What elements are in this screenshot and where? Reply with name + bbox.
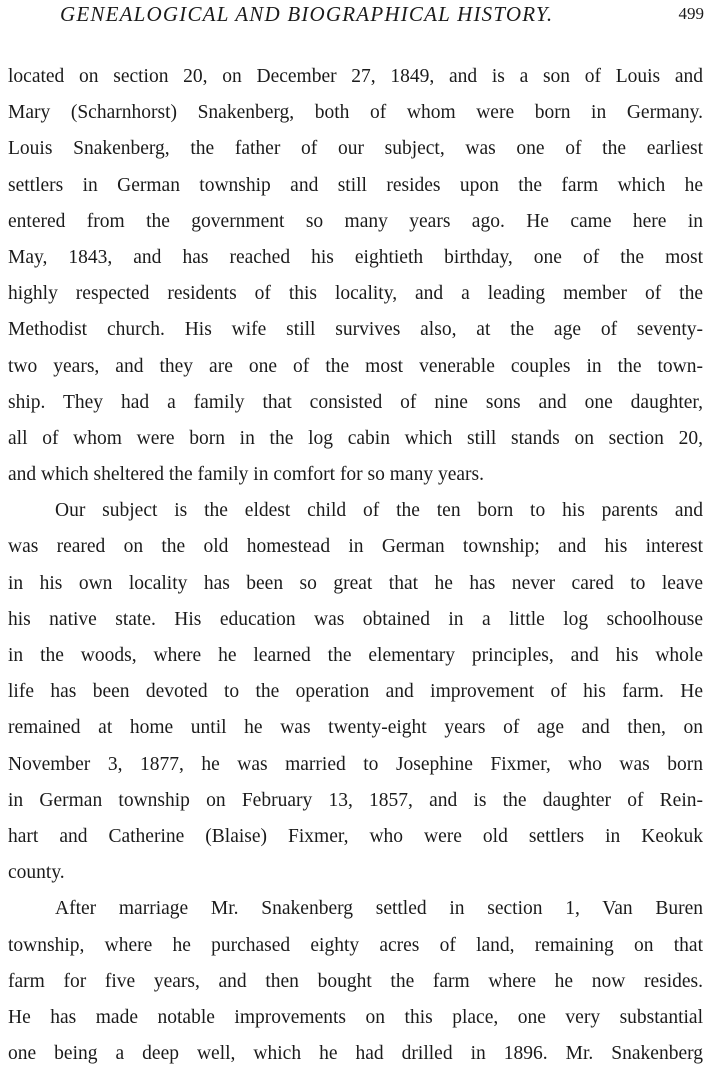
text-line: and which sheltered the family in comfort for so many years. xyxy=(8,464,484,486)
text-line: hart and Catherine (Blaise) Fixmer, who were old settlers in Keokuk xyxy=(8,825,703,847)
text-line: ship. They had a family that consisted of nine sons and one daughter, xyxy=(8,391,703,413)
text-line: two years, and they are one of the most venerable couples in the town- xyxy=(8,355,703,377)
text-line: After marriage Mr. Snakenberg settled in section 1, Van Buren xyxy=(55,898,703,920)
text-line: Mary (Scharnhorst) Snakenberg, both of whom were born in Germany. xyxy=(8,102,703,124)
text-line: all of whom were born in the log cabin which still stands on section 20, xyxy=(8,427,703,449)
text-line: Methodist church. His wife still survives also, at the age of seventy- xyxy=(8,319,703,341)
text-line: in his own locality has been so great that he has never cared to leave xyxy=(8,572,703,594)
text-line: in German township on February 13, 1857, and is the daughter of Rein- xyxy=(8,789,703,811)
text-line: highly respected residents of this locality, and a leading member of the xyxy=(8,283,703,305)
page-number: 499 xyxy=(678,4,704,23)
text-line: life has been devoted to the operation and improvement of his farm. He xyxy=(8,681,703,703)
text-line: May, 1843, and has reached his eightieth birthday, one of the most xyxy=(8,246,703,268)
text-line: county. xyxy=(8,862,65,884)
text-line: his native state. His education was obtained in a little log schoolhouse xyxy=(8,608,703,630)
text-line: He has made notable improvements on this place, one very substantial xyxy=(8,1006,703,1028)
text-line: Our subject is the eldest child of the ten born to his parents and xyxy=(55,500,703,522)
body-text xyxy=(8,59,703,1072)
text-line: November 3, 1877, he was married to Josephine Fixmer, who was born xyxy=(8,753,703,775)
text-line: was reared on the old homestead in German township; and his interest xyxy=(8,536,703,558)
text-line: township, where he purchased eighty acres of land, remaining on that xyxy=(8,934,703,956)
text-line: in the woods, where he learned the elementary principles, and his whole xyxy=(8,645,703,666)
text-line: one being a deep well, which he had drilled in 1896. Mr. Snakenberg xyxy=(8,1043,703,1065)
running-header xyxy=(0,2,712,32)
running-title: GENEALOGICAL AND BIOGRAPHICAL HISTORY. xyxy=(60,2,554,26)
text-line: Louis Snakenberg, the father of our subject, was one of the earliest xyxy=(8,138,703,160)
text-line: settlers in German township and still resides upon the farm which he xyxy=(8,174,703,196)
text-line: entered from the government so many years ago. He came here in xyxy=(8,210,703,232)
text-line: located on section 20, on December 27, 1849, and is a son of Louis and xyxy=(8,66,703,87)
text-line: remained at home until he was twenty-eight years of age and then, on xyxy=(8,717,703,739)
text-line: farm for five years, and then bought the farm where he now resides. xyxy=(8,970,703,992)
